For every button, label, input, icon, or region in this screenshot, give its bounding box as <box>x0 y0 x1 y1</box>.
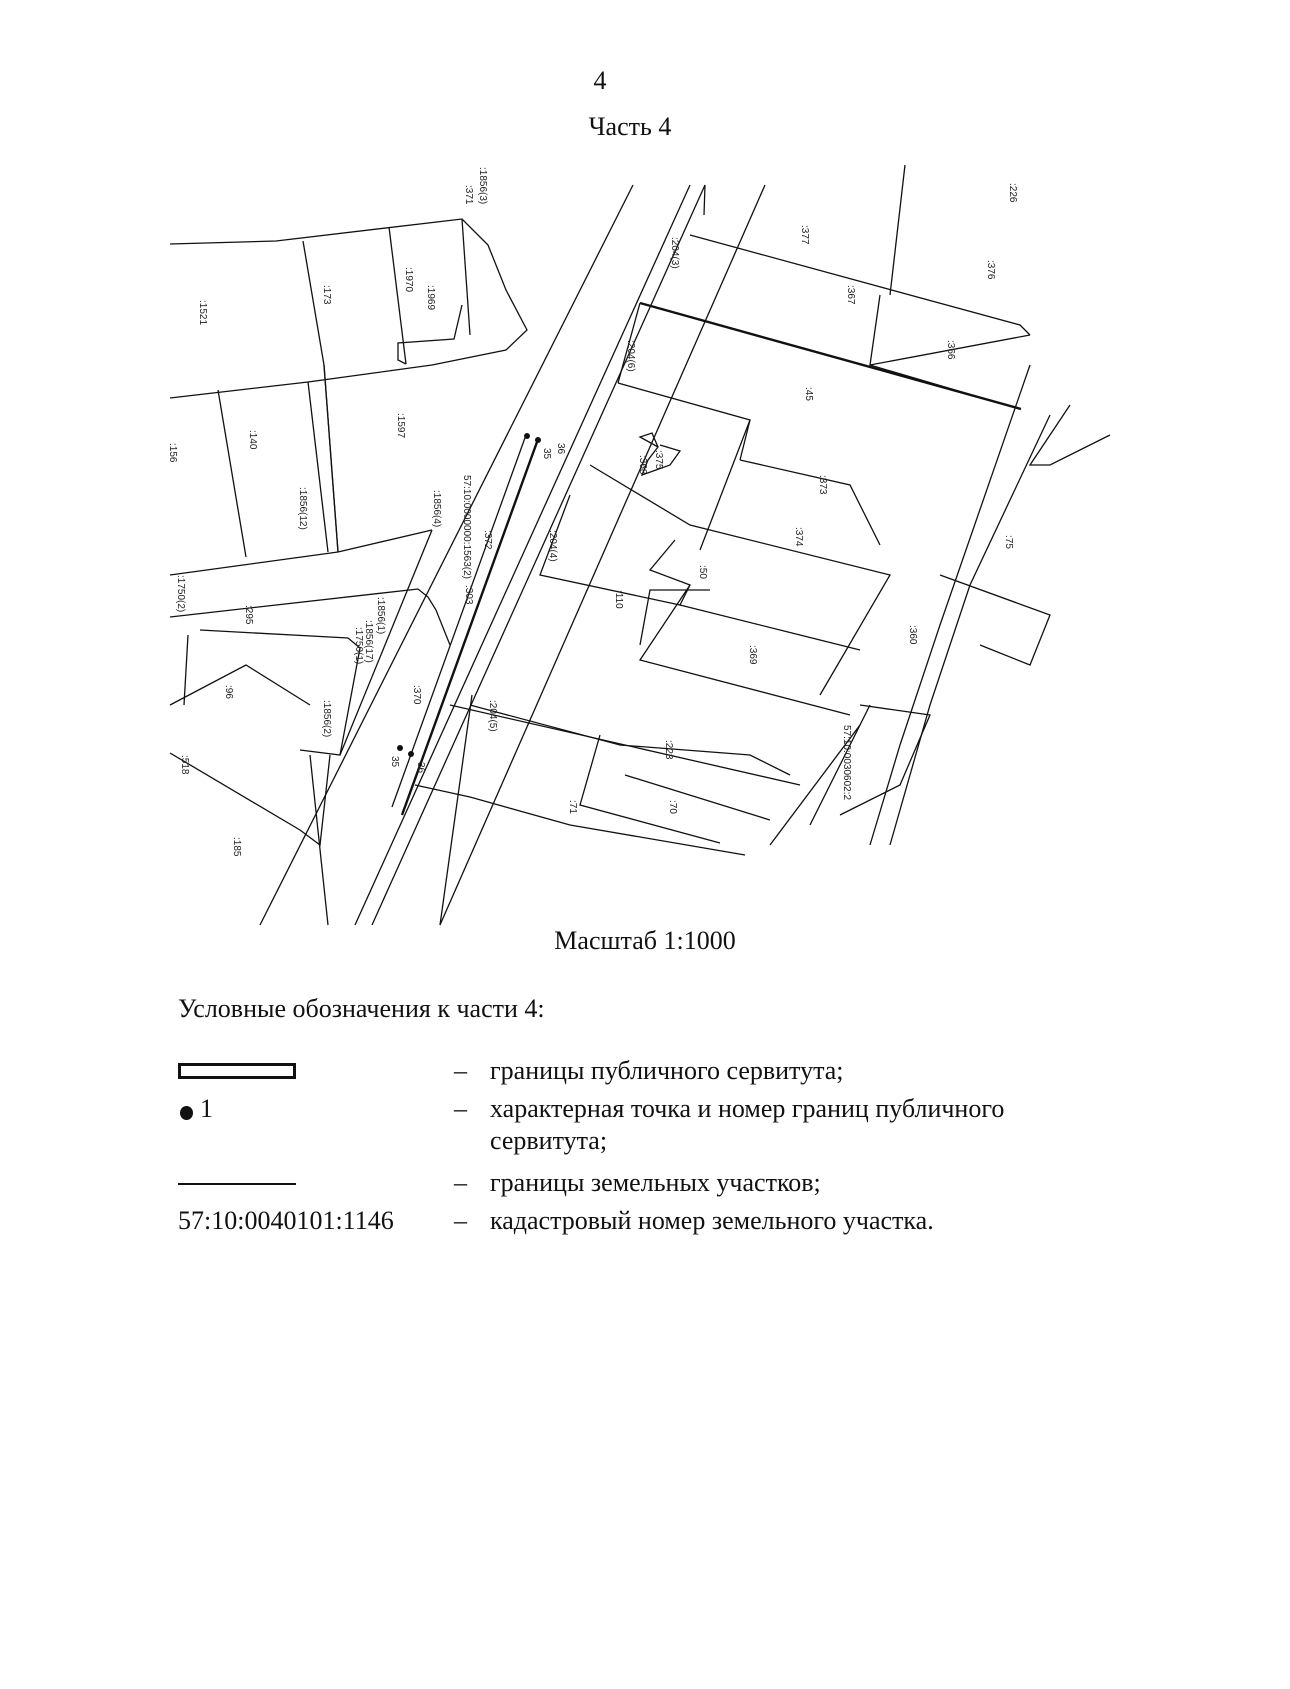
map-label: :518 <box>179 755 190 775</box>
map-label: 36 <box>415 762 426 774</box>
legend-description: кадастровый номер земельного участка. <box>490 1206 934 1235</box>
legend-title: Условные обозначения к части 4: <box>178 994 545 1023</box>
legend-dash: – <box>454 1056 467 1085</box>
map-label: :204(5) <box>487 700 498 732</box>
map-label: :370 <box>411 685 422 705</box>
map-label: :360 <box>907 625 918 645</box>
map-label: :377 <box>799 225 810 245</box>
map-label: 35 <box>389 756 400 768</box>
map-label: :75 <box>1003 535 1014 549</box>
map-label: :204(4) <box>547 530 558 562</box>
map-label: :71 <box>567 800 578 814</box>
map-label: :70 <box>667 800 678 814</box>
map-label: :368 <box>637 455 648 475</box>
legend-dash: – <box>454 1168 467 1197</box>
map-label: :295 <box>243 605 254 625</box>
map-label: :223 <box>663 740 674 760</box>
map-label: 36 <box>555 443 566 455</box>
map-label: :1856(3) <box>477 167 488 205</box>
map-label: :376 <box>985 260 996 280</box>
map-label: :371 <box>463 185 474 205</box>
map-label: :369 <box>747 645 758 665</box>
map-label: :96 <box>223 685 234 699</box>
map-label: :140 <box>247 430 258 450</box>
map-label: 35 <box>541 448 552 460</box>
map-label: :1856(12) <box>297 487 308 530</box>
parcel-boundaries <box>170 165 1110 925</box>
map-label: :374 <box>793 527 804 547</box>
point-marker-symbol <box>180 1106 193 1120</box>
map-label: :45 <box>803 387 814 401</box>
map-label: :1750(1) <box>353 627 364 665</box>
cadastral-map-drawing <box>167 165 1110 925</box>
cadastral-map <box>167 165 1110 925</box>
part-title: Часть 4 <box>588 112 672 141</box>
map-label: :367 <box>845 285 856 305</box>
legend-description: границы публичного сервитута; <box>490 1056 844 1085</box>
legend-dash: – <box>454 1094 467 1123</box>
map-label: :303 <box>463 585 474 605</box>
map-scale: Масштаб 1:1000 <box>554 926 736 955</box>
legend-description: границы земельных участков; <box>490 1168 821 1197</box>
legend-description: характерная точка и номер границ публичного сервитута; <box>490 1094 1005 1155</box>
map-label: :1969 <box>425 285 436 311</box>
map-label: :1856(4) <box>431 490 442 528</box>
map-label: :156 <box>167 443 178 463</box>
map-labels <box>167 167 1018 857</box>
page-number: 4 <box>593 66 607 95</box>
map-label: :226 <box>1007 183 1018 203</box>
map-label: :1856(17) <box>363 620 374 663</box>
map-label: :375 <box>653 450 664 470</box>
map-label: :110 <box>613 590 624 609</box>
point-number: 1 <box>200 1094 213 1123</box>
map-label: :1856(1) <box>375 597 386 635</box>
map-label: :1750(2) <box>175 575 186 613</box>
map-label: :1970 <box>403 267 414 293</box>
map-label: :1597 <box>395 413 406 439</box>
map-label: :185 <box>231 837 242 857</box>
legend-dash: – <box>454 1206 467 1235</box>
legend-symbol: 57:10:0040101:1146 <box>178 1206 394 1235</box>
map-label: :204(6) <box>625 340 636 372</box>
map-label: :1521 <box>197 300 208 326</box>
map-label: 57:10:0000000:1563(2) <box>461 475 472 579</box>
map-label: :204(3) <box>669 237 680 269</box>
map-label: :366 <box>945 340 956 360</box>
map-label: 57:10:0030602:2 <box>841 725 852 801</box>
map-label: :372 <box>482 530 493 550</box>
map-label: :173 <box>321 285 332 305</box>
map-label: :1856(2) <box>321 700 332 738</box>
map-label: :50 <box>697 565 708 579</box>
map-label: :373 <box>817 475 828 495</box>
parcel-boundary-symbol <box>178 1183 296 1185</box>
servitude-boundary-symbol <box>178 1063 296 1079</box>
